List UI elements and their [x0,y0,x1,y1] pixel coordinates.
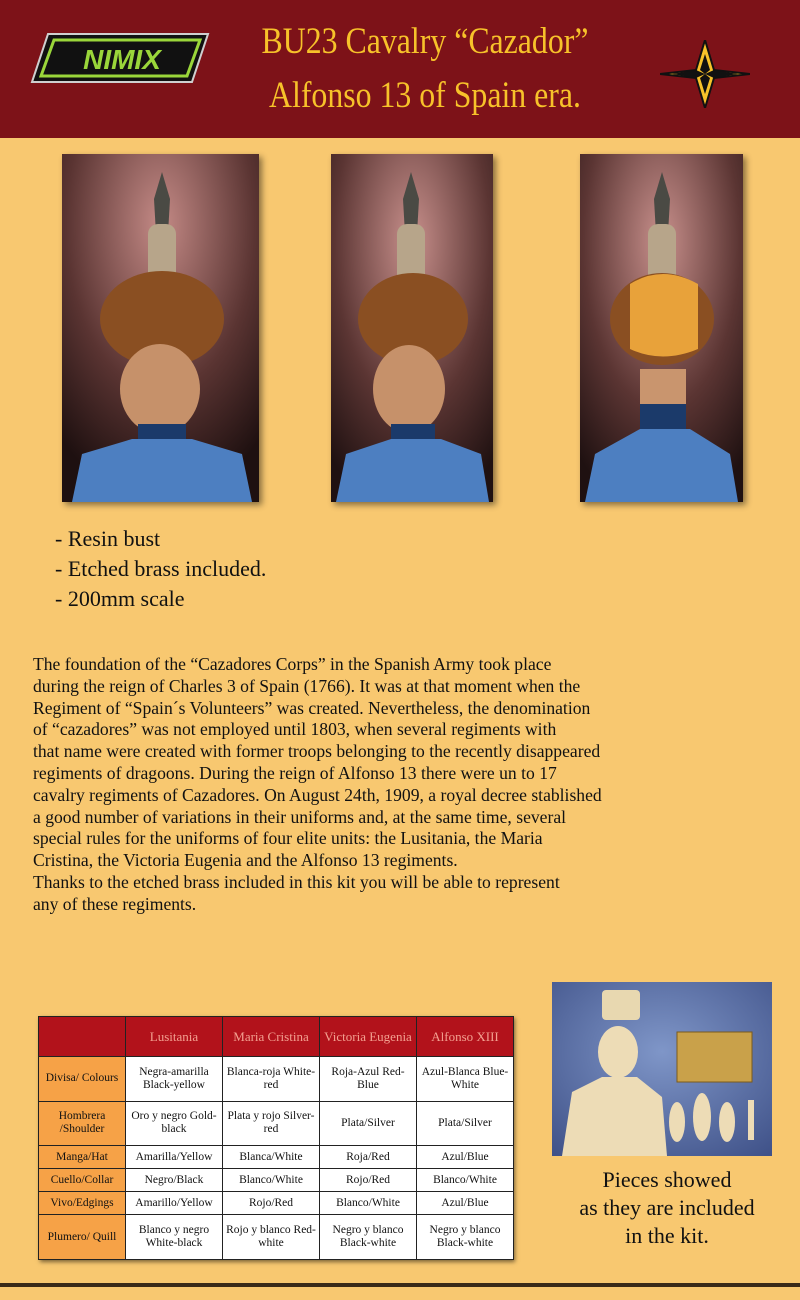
table-cell: Rojo y blanco Red-white [223,1215,320,1260]
description-line: cavalry regiments of Cazadores. On August 24th, 1909, a royal decree stablished [33,784,602,805]
feature-list [55,524,266,614]
table-row [39,1146,514,1169]
table-cell: Blanca/White [223,1146,320,1169]
table-cell: Blanca-roja White-red [223,1057,320,1102]
table-cell: Oro y negro Gold-black [126,1101,223,1146]
description-line: The foundation of the “Cazadores Corps” in the Spanish Army took place [33,654,552,674]
row-header: Cuello/Collar [39,1169,126,1192]
description-line: Regiment of “Spain´s Volunteers” was created. Nevertheless, the denomination [33,697,591,718]
row-header: Divisa/ Colours [39,1057,126,1102]
table-header-cell [39,1017,126,1057]
table-row [39,1057,514,1102]
table-row [39,1192,514,1215]
table-header-cell: Alfonso XIII [417,1017,514,1057]
table-cell: Azul-Blanca Blue-White [417,1057,514,1102]
table-cell: Azul/Blue [417,1146,514,1169]
logo-text: NIMIX [83,44,161,75]
description-line: Thanks to the etched brass included in this kit you will be able to represent [33,871,560,892]
row-header: Hombrera /Shoulder [39,1101,126,1146]
feature-item: - 200mm scale [55,586,185,611]
table-cell: Negro y blanco Black-white [320,1215,417,1260]
description-line: regiments of dragoons. During the reign of Alfonso 13 there were un to 17 [33,762,557,783]
table-cell: Rojo/Red [320,1169,417,1192]
bottom-divider [0,1283,800,1287]
table-cell: Blanco/White [417,1169,514,1192]
table-cell: Negro/Black [126,1169,223,1192]
description-line: during the reign of Charles 3 of Spain (1766). It was at that moment when the [33,675,581,696]
row-header: Vivo/Edgings [39,1192,126,1215]
table-cell: Plata/Silver [320,1101,417,1146]
caption-line: Pieces showed [602,1167,732,1192]
page-title-line1: BU23 Cavalry “Cazador” [261,21,589,62]
description-line: of “cazadores” was not employed until 1803, when several regiments with [33,719,557,740]
table-row [39,1101,514,1146]
bust-photo-side [331,154,493,502]
table-cell: Blanco/White [320,1192,417,1215]
header-banner [0,0,800,138]
description-line: special rules for the uniforms of four elite units: the Lusitania, the Maria [33,828,543,849]
description-line: any of these regiments. [33,893,197,914]
table-cell: Roja/Red [320,1146,417,1169]
history-description [33,654,800,916]
table-header-cell: Maria Cristina [223,1017,320,1057]
bust-photo-front [62,154,259,502]
table-cell: Negra-amarilla Black-yellow [126,1057,223,1102]
caption-line: in the kit. [625,1223,709,1248]
table-cell: Roja-Azul Red-Blue [320,1057,417,1102]
table-row [39,1215,514,1260]
row-header: Manga/Hat [39,1146,126,1169]
caption-line: as they are included [579,1195,755,1220]
table-cell: Blanco/White [223,1169,320,1192]
table-cell: Plata/Silver [417,1101,514,1146]
table-cell: Azul/Blue [417,1192,514,1215]
table-header-cell: Lusitania [126,1017,223,1057]
table-cell: Amarillo/Yellow [126,1192,223,1215]
kit-pieces-photo [552,982,772,1156]
feature-item: - Etched brass included. [55,556,267,581]
page-title-line2: Alfonso 13 of Spain era. [269,75,581,116]
table-cell: Plata y rojo Silver-red [223,1101,320,1146]
kit-caption [552,1166,782,1250]
feature-item: - Resin bust [55,526,161,551]
table-header-cell: Victoria Eugenia [320,1017,417,1057]
bust-photo-back [580,154,743,502]
table-cell: Negro y blanco Black-white [417,1215,514,1260]
nimix-logo [30,30,210,86]
uniform-table [38,1016,513,1260]
table-cell: Rojo/Red [223,1192,320,1215]
table-cell: Blanco y negro White-black [126,1215,223,1260]
description-line: a good number of variations in their uniforms and, at the same time, several [33,806,567,827]
table-row [39,1169,514,1192]
star-emblem-icon [660,40,750,108]
table-cell: Amarilla/Yellow [126,1146,223,1169]
row-header: Plumero/ Quill [39,1215,126,1260]
description-line: Cristina, the Victoria Eugenia and the Alfonso 13 regiments. [33,850,458,871]
description-line: that name were created with former troops belonging to the recently disappeared [33,741,601,762]
